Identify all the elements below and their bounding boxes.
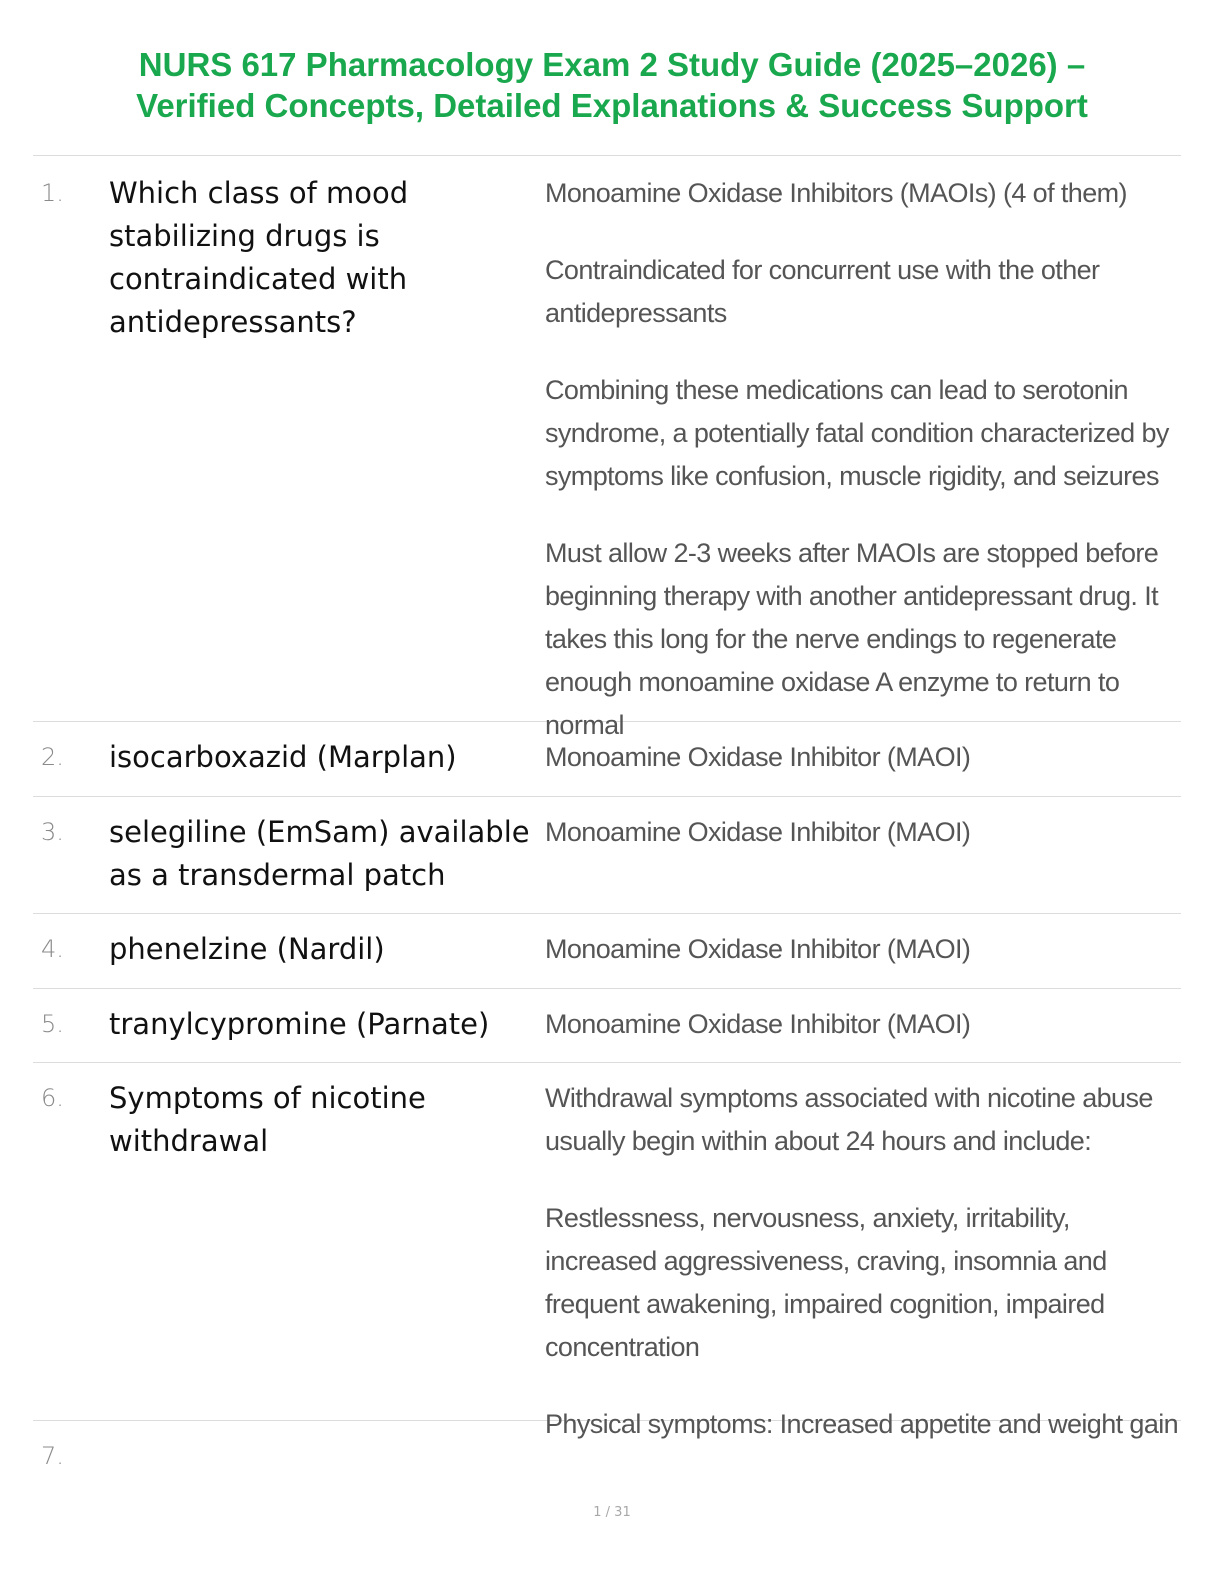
answer-paragraph: Monoamine Oxidase Inhibitor (MAOI) <box>545 934 971 964</box>
answer-paragraph: Restlessness, nervousness, anxiety, irritability, increased aggressiveness, craving, insomnia and frequent awakening, impaired cognition, impaired concentration <box>545 1203 1107 1362</box>
answer-cell <box>545 811 1181 913</box>
row-number: 5. <box>41 1010 64 1038</box>
table-row <box>33 156 1181 740</box>
question-cell: Symptoms of nicotine withdrawal <box>109 1081 426 1158</box>
row-number: 2. <box>41 743 64 771</box>
title-line-1: NURS 617 Pharmacology Exam 2 Study Guide (2025–2026) – <box>138 46 1086 83</box>
row-number: 7. <box>41 1442 64 1470</box>
answer-paragraph: Monoamine Oxidase Inhibitors (MAOIs) (4 of them) <box>545 178 1127 208</box>
answer-paragraph: Withdrawal symptoms associated with nicotine abuse usually begin within about 24 hours and include: <box>545 1083 1153 1156</box>
page-number: 1 / 31 <box>593 1505 631 1520</box>
answer-cell <box>545 1435 1181 1491</box>
row-number: 1. <box>41 179 64 207</box>
question-cell: phenelzine (Nardil) <box>109 932 385 966</box>
table-row <box>33 1063 1181 1439</box>
answer-paragraph: Monoamine Oxidase Inhibitor (MAOI) <box>545 817 971 847</box>
flashcard-table <box>33 155 1181 1491</box>
answer-paragraph: Combining these medications can lead to serotonin syndrome, a potentially fatal condition characterized by symptoms like confusion, muscle rigidity, and seizures <box>545 375 1169 491</box>
question-cell: selegiline (EmSam) available as a transdermal patch <box>109 815 530 892</box>
question-cell: tranylcypromine (Parnate) <box>109 1007 490 1041</box>
question-cell: isocarboxazid (Marplan) <box>109 740 457 774</box>
question-cell <box>109 1435 545 1491</box>
row-number: 4. <box>41 935 64 963</box>
answer-cell <box>545 1077 1181 1439</box>
row-number: 6. <box>41 1084 64 1112</box>
table-row <box>33 989 1181 1063</box>
answer-paragraph: Must allow 2-3 weeks after MAOIs are stopped before beginning therapy with another antidepressant drug. It takes this long for the nerve endings to regenerate enough monoamine oxidase A enzyme to return to normal <box>545 538 1159 740</box>
title-line-2: Verified Concepts, Detailed Explanations & Success Support <box>136 87 1088 124</box>
table-row <box>33 914 1181 989</box>
document-title <box>60 44 1164 126</box>
answer-cell <box>545 928 1181 988</box>
row-number: 3. <box>41 818 64 846</box>
table-row <box>33 797 1181 914</box>
answer-cell <box>545 172 1181 740</box>
answer-cell <box>545 736 1181 796</box>
answer-paragraph: Monoamine Oxidase Inhibitor (MAOI) <box>545 1009 971 1039</box>
answer-cell <box>545 1003 1181 1062</box>
answer-paragraph: Physical symptoms: Increased appetite and weight gain <box>545 1409 1179 1439</box>
answer-paragraph: Contraindicated for concurrent use with the other antidepressants <box>545 255 1100 328</box>
question-cell: Which class of mood stabilizing drugs is contraindicated with antidepressants? <box>109 176 409 339</box>
answer-paragraph: Monoamine Oxidase Inhibitor (MAOI) <box>545 742 971 772</box>
